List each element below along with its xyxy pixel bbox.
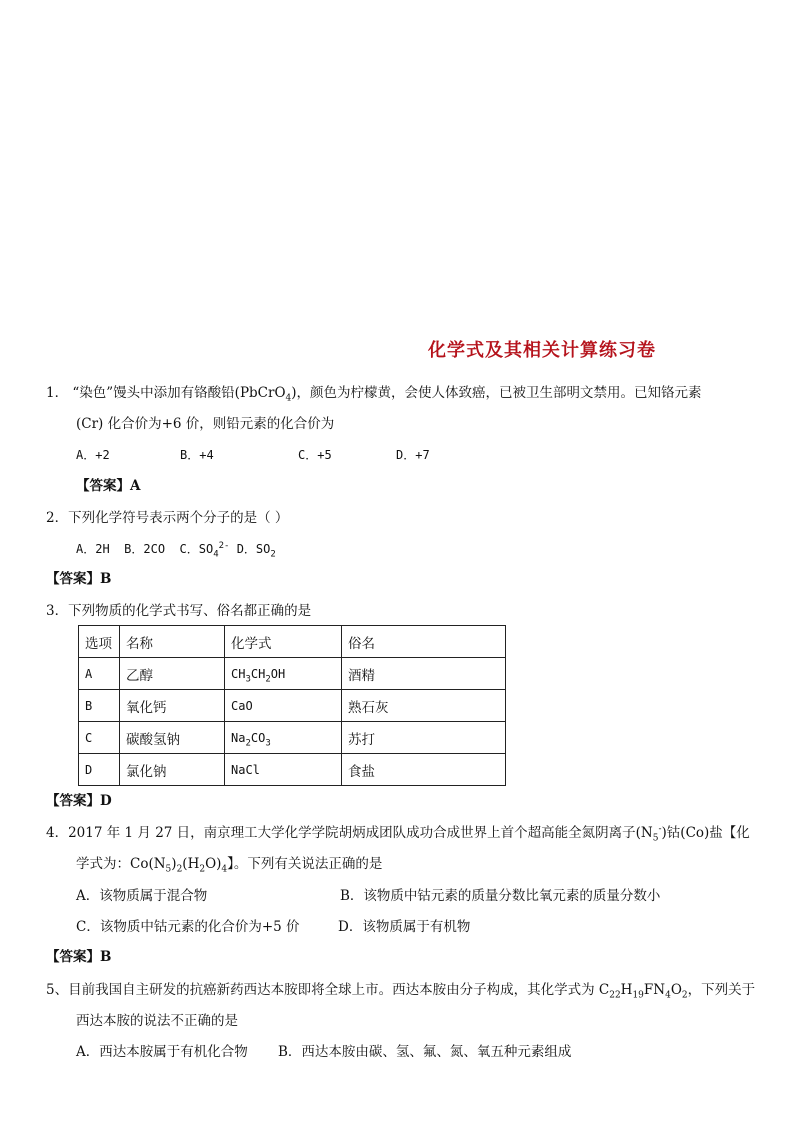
- table-cell-formula: CaO: [225, 690, 342, 722]
- q2-option-d: D．$SO_2$: [236, 542, 276, 560]
- q4-option-a: A．该物质属于混合物: [76, 888, 208, 904]
- table-cell-common-name: 熟石灰: [342, 690, 506, 722]
- q1-text-a: 1． “染色”馒头中添加有铬酸铅(PbCrO: [46, 385, 286, 401]
- q1-option-b: B．+4: [180, 448, 214, 462]
- q4-stem-line1: 4．2017 年 1 月 27 日，南京理工大学化学学院胡炳成团队成功合成世界上首个超高能全氮阴离子$(N_5^-)$钴(Co)盐【化: [46, 824, 750, 844]
- q4-option-c: C．该物质中钴元素的化合价为+5 价: [76, 919, 300, 935]
- table-header-row: [79, 626, 506, 658]
- table-cell-option: A: [79, 658, 120, 690]
- table-cell-formula: $CH_3CH_2OH$: [225, 658, 342, 690]
- q2-answer: 【答案】B: [46, 571, 112, 587]
- table-cell-common-name: 苏打: [342, 722, 506, 754]
- q1-option-c: C．+5: [298, 448, 332, 462]
- q1-stem-line2: (Cr) 化合价为+6 价，则铅元素的化合价为: [76, 416, 335, 432]
- q5-stem-line2: 西达本胺的说法不正确的是: [76, 1013, 238, 1029]
- table-cell-name: 碳酸氢钠: [120, 722, 225, 754]
- table-cell-common-name: 酒精: [342, 658, 506, 690]
- q4-answer: 【答案】B: [46, 949, 112, 965]
- table-cell-option: D: [79, 754, 120, 786]
- q4-option-d: D．该物质属于有机物: [338, 919, 471, 935]
- table-cell-option: B: [79, 690, 120, 722]
- table-row: [79, 658, 506, 690]
- q2-stem: 2．下列化学符号表示两个分子的是（ ）: [46, 510, 289, 526]
- table-header-cell: 化学式: [225, 626, 342, 658]
- q2-option-c: C．$SO_4^{2-}$: [179, 541, 230, 560]
- table-cell-formula: $Na_2CO_3$: [225, 722, 342, 754]
- table-header-cell: 选项: [79, 626, 120, 658]
- table-row: [79, 754, 506, 786]
- q3-answer: 【答案】D: [46, 793, 112, 809]
- q1-sub: 4: [285, 393, 292, 404]
- q1-stem-line1: [46, 383, 702, 403]
- q2-options: [76, 539, 276, 559]
- document-title: 化学式及其相关计算练习卷: [428, 340, 656, 361]
- q2-option-a: A．2H: [76, 542, 110, 556]
- table-cell-name: 氯化钠: [120, 754, 225, 786]
- q1-text-b: )，颜色为柠檬黄，会使人体致癌，已被卫生部明文禁用。已知铬元素: [291, 385, 702, 401]
- q1-option-d: D．+7: [396, 448, 430, 462]
- q4-stem-line2: 学式为：$Co(N_5)_2(H_2O)_4$】。下列有关说法正确的是: [76, 856, 383, 875]
- q5-stem-line1: 5、目前我国自主研发的抗癌新药西达本胺即将全球上市。西达本胺由分子构成，其化学式为 $C_{22}H_{19}FN_4O_2$，下列关于: [46, 982, 756, 1001]
- q1-option-a: A．+2: [76, 448, 110, 462]
- q3-stem: 3．下列物质的化学式书写、俗名都正确的是: [46, 603, 312, 619]
- table-row: [79, 722, 506, 754]
- table-cell-formula: NaCl: [225, 754, 342, 786]
- q5-option-a: A．西达本胺属于有机化合物: [76, 1044, 248, 1060]
- table-cell-name: 氧化钙: [120, 690, 225, 722]
- table-cell-name: 乙醇: [120, 658, 225, 690]
- q4-option-b: B．该物质中钴元素的质量分数比氧元素的质量分数小: [340, 888, 661, 904]
- q2-option-b: B．2CO: [124, 542, 166, 556]
- q3-table: [78, 625, 506, 786]
- table-cell-option: C: [79, 722, 120, 754]
- table-header-cell: 俗名: [342, 626, 506, 658]
- q5-option-b: B．西达本胺由碳、氢、氟、氮、氧五种元素组成: [278, 1044, 572, 1060]
- table-row: [79, 690, 506, 722]
- q1-answer: 【答案】A: [76, 478, 141, 494]
- table-header-cell: 名称: [120, 626, 225, 658]
- table-cell-common-name: 食盐: [342, 754, 506, 786]
